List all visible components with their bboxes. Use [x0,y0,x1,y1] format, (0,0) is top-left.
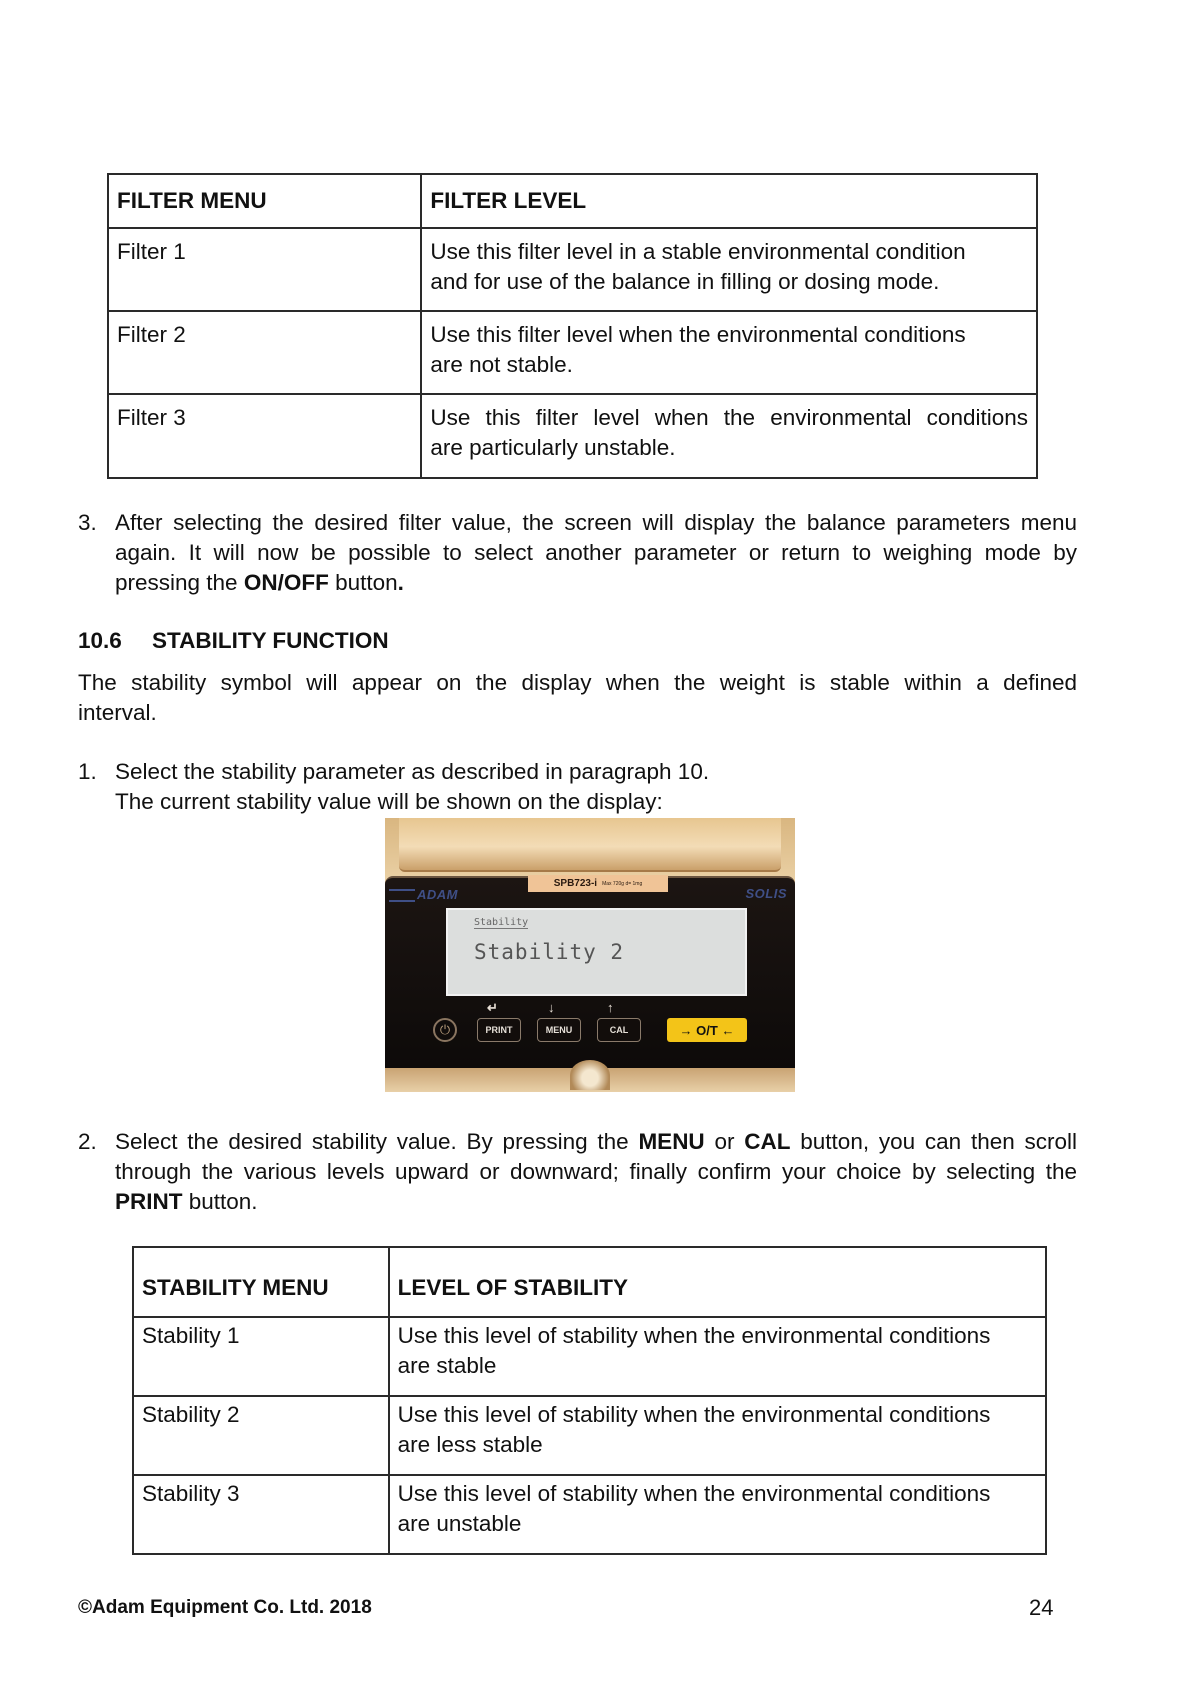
step-3-line: again. It will now be possible to select another parameter or return to weighing mode by [115,540,1077,565]
lcd-value: Stability 2 [474,940,625,964]
level-bubble [570,1060,610,1090]
solis-logo: SOLIS [745,886,787,901]
table-row [133,1317,1046,1396]
filter-level-header: FILTER LEVEL [421,174,1037,228]
table-row [133,1396,1046,1475]
filter-menu-cell: Filter 2 [108,311,421,394]
model-label [528,875,668,892]
model-name: SPB723-i [553,878,598,889]
filter-level-line: and for use of the balance in filling or dosing mode. [430,269,940,294]
up-arrow-icon: ↑ [607,1000,614,1015]
step-1-line: The current stability value will be shown on the display: [115,789,663,814]
stability-table-header-row [133,1247,1046,1317]
stability-level-cell [389,1396,1046,1475]
stability-step-2-number: 2. [78,1129,97,1154]
filter-menu-header: FILTER MENU [108,174,421,228]
stability-step-2-text [115,1127,1077,1217]
step-2-line [115,1127,1077,1157]
menu-key[interactable]: MENU [537,1018,581,1042]
text-run: button. [182,1189,258,1214]
filter-level-line: are not stable. [430,352,573,377]
page-number: 24 [1029,1595,1054,1620]
filter-table [107,173,1038,479]
section-number: 10.6 [78,628,122,653]
intro-line: interval. [78,700,157,725]
filter-level-cell [421,311,1037,394]
filter-level-line: Use this filter level when the environmental conditions [430,322,966,347]
table-row [108,228,1037,311]
text-run: button, you can then scroll [790,1129,1078,1154]
tare-key[interactable] [667,1018,747,1042]
filter-table-header-row [108,174,1037,228]
step-1-line: Select the stability parameter as described in paragraph 10. [115,759,710,784]
cal-key[interactable]: CAL [597,1018,641,1042]
filter-level-line: are particularly unstable. [430,435,676,460]
stability-menu-cell: Stability 1 [133,1317,389,1396]
table-row [108,311,1037,394]
text-run: . [397,570,404,595]
balance-draft-shield [399,818,781,872]
text-run: or [704,1129,745,1154]
cal-button-label: CAL [744,1129,791,1154]
balance-control-panel [385,876,795,1070]
print-button-label: PRINT [115,1189,183,1214]
lcd-title: Stability [474,917,529,928]
footer-copyright: ©Adam Equipment Co. Ltd. 2018 [78,1597,372,1618]
stability-menu-header: STABILITY MENU [133,1247,389,1317]
adam-logo-icon [389,889,415,902]
stability-level-line: Use this level of stability when the environmental conditions [397,1323,991,1348]
section-heading [78,626,389,656]
power-button[interactable] [433,1018,457,1042]
balance-display-photo [385,818,795,1092]
section-title: STABILITY FUNCTION [152,628,389,653]
stability-step-1-text [115,757,1077,817]
step-3-number: 3. [78,510,97,535]
stability-menu-cell: Stability 3 [133,1475,389,1554]
filter-level-line: Use this filter level in a stable environmental condition [430,239,966,264]
step-3-text [115,508,1077,598]
filter-level-cell [421,394,1037,478]
adam-logo [389,887,458,902]
filter-menu-cell: Filter 1 [108,228,421,311]
stability-step-1-number: 1. [78,759,97,784]
step-3-line [115,568,1077,598]
table-row [133,1475,1046,1554]
filter-menu-cell: Filter 3 [108,394,421,478]
tare-label: O/T [696,1022,718,1038]
text-run: pressing the [115,570,244,595]
down-arrow-icon: ↓ [548,1000,555,1015]
stability-level-line: Use this level of stability when the environmental conditions [397,1481,991,1506]
arrow-left-icon: ← [717,1022,735,1038]
stability-menu-cell: Stability 2 [133,1396,389,1475]
intro-line: The stability symbol will appear on the display when the weight is stable within a defined [78,670,1077,695]
step-2-line [115,1187,1077,1217]
step-2-line: through the various levels upward or downward; finally confirm your choice by selecting the [115,1159,1077,1184]
filter-level-cell [421,228,1037,311]
text-run: button [328,570,398,595]
stability-level-line: are unstable [397,1511,522,1536]
power-icon: ⏻ [439,1022,451,1037]
text-run: Select the desired stability value. By pressing the [115,1129,639,1154]
stability-level-line: are less stable [397,1432,543,1457]
arrow-right-icon: → [679,1022,697,1038]
filter-level-line: Use this filter level when the environmental conditions [430,405,1028,430]
stability-table [132,1246,1047,1555]
stability-level-line: are stable [397,1353,497,1378]
stability-level-cell [389,1317,1046,1396]
level-of-stability-header: LEVEL OF STABILITY [389,1247,1046,1317]
step-3-line: After selecting the desired filter value, the screen will display the balance parameters menu [115,510,1077,535]
model-spec: Max 720g d= 1mg [602,880,643,887]
lcd-screen [446,908,747,996]
section-intro [78,668,1077,728]
on-off-button-label: ON/OFF [243,570,329,595]
stability-level-cell [389,1475,1046,1554]
table-row [108,394,1037,478]
menu-button-label: MENU [638,1129,705,1154]
print-key[interactable]: PRINT [477,1018,521,1042]
stability-level-line: Use this level of stability when the environmental conditions [397,1402,991,1427]
brand-name: ADAM [417,887,458,902]
enter-arrow-icon: ↵ [487,1000,498,1015]
